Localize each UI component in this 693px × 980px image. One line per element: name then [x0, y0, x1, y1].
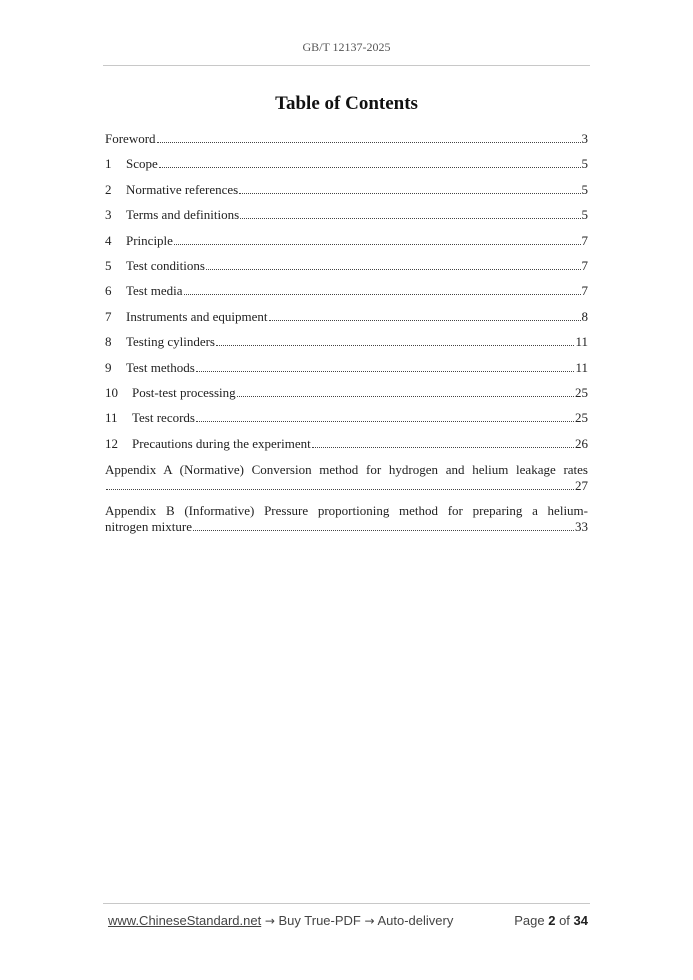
toc-entry-test-methods[interactable]: [105, 360, 588, 385]
dot-leader: [239, 193, 580, 194]
dot-leader: [237, 396, 574, 397]
toc-number: 8: [105, 334, 112, 350]
toc-page-number: 7: [581, 283, 588, 299]
toc-number: 11: [105, 410, 118, 426]
toc-entry-post-test-processing[interactable]: [105, 385, 588, 410]
toc-number: 10: [105, 384, 118, 400]
toc-label: Appendix A (Normative) Conversion method for hydrogen and helium leakage rates: [105, 462, 588, 478]
header-divider: [103, 65, 590, 66]
page-footer: [108, 913, 588, 928]
toc-label: Test media: [126, 283, 183, 299]
toc-page-number: 5: [581, 156, 588, 172]
dot-leader: [216, 345, 574, 346]
toc-entry-test-media[interactable]: [105, 283, 588, 308]
toc-label: Terms and definitions: [126, 207, 240, 223]
toc-entry-terms-and-definitions[interactable]: [105, 207, 588, 232]
toc-page-number: 7: [581, 257, 588, 273]
dot-leader: [269, 320, 581, 321]
dot-leader: [312, 447, 574, 448]
toc-entry-test-conditions[interactable]: [105, 258, 588, 283]
toc-entry-appendix-a[interactable]: [105, 461, 588, 496]
toc-label: Test conditions: [126, 257, 205, 273]
dot-leader: [159, 167, 581, 168]
toc-number: 1: [105, 156, 112, 172]
toc-label: Scope: [126, 156, 158, 172]
dot-leader: [184, 294, 581, 295]
document-header: GB/T 12137-2025: [302, 40, 391, 54]
toc-page-number: 11: [575, 334, 588, 350]
toc-entry-testing-cylinders[interactable]: [105, 334, 588, 359]
toc-label: Instruments and equipment: [126, 308, 268, 324]
dot-leader: [193, 530, 574, 531]
footer-links: [108, 913, 453, 928]
site-link[interactable]: www.ChineseStandard.net: [108, 913, 262, 928]
toc-entry-scope[interactable]: [105, 156, 588, 181]
toc-entry-principle[interactable]: [105, 233, 588, 258]
toc-label: Post-test processing: [132, 384, 236, 400]
toc-label-continued: nitrogen mixture: [105, 519, 193, 535]
dot-leader: [106, 489, 574, 490]
auto-delivery-text: Auto-delivery: [377, 913, 454, 928]
toc-page-number: 25: [575, 410, 588, 426]
toc-label: Appendix B (Informative) Pressure proportioning method for preparing a helium-: [105, 503, 588, 519]
toc-entry-appendix-b[interactable]: [105, 502, 588, 537]
toc-label: Test methods: [126, 359, 195, 375]
buy-pdf-text: Buy True-PDF: [278, 913, 361, 928]
toc-label: Principle: [126, 232, 173, 248]
total-page-count: 34: [573, 913, 588, 928]
toc-page-number: 5: [581, 181, 588, 197]
page-word: Page: [514, 913, 545, 928]
toc-number: 12: [105, 435, 118, 451]
of-word: of: [559, 913, 570, 928]
page-title: Table of Contents: [275, 93, 418, 114]
dot-leader: [174, 244, 581, 245]
toc-entry-foreword[interactable]: [105, 131, 588, 156]
toc-number: 5: [105, 257, 112, 273]
toc-number: 4: [105, 232, 112, 248]
dot-leader: [157, 142, 581, 143]
arrow-right-icon: →: [264, 914, 275, 928]
toc-entry-instruments-and-equipment[interactable]: [105, 309, 588, 334]
toc-entry-test-records[interactable]: [105, 410, 588, 435]
toc-label: Testing cylinders: [126, 334, 215, 350]
arrow-right-icon: →: [364, 914, 375, 928]
toc-page-number: 26: [575, 435, 588, 451]
dot-leader: [196, 371, 575, 372]
toc-number: 7: [105, 308, 112, 324]
toc-entry-precautions[interactable]: [105, 436, 588, 461]
footer-divider: [103, 903, 590, 904]
toc-entry-normative-references[interactable]: [105, 182, 588, 207]
dot-leader: [240, 218, 580, 219]
toc-number: 6: [105, 283, 112, 299]
toc-page-number: 25: [575, 384, 588, 400]
toc-page-number: 7: [581, 232, 588, 248]
toc-page-number: 33: [575, 519, 588, 535]
current-page-number: 2: [548, 913, 556, 928]
toc-label: Foreword: [105, 131, 156, 146]
dot-leader: [196, 421, 574, 422]
toc-page-number: 11: [575, 359, 588, 375]
toc-page-number: 27: [575, 478, 588, 494]
toc-page-number: 5: [581, 207, 588, 223]
dot-leader: [206, 269, 581, 270]
toc-label: Test records: [132, 410, 195, 426]
toc-label: Normative references: [126, 181, 239, 197]
page-indicator: [514, 913, 588, 928]
toc-number: 3: [105, 207, 112, 223]
toc-number: 2: [105, 181, 112, 197]
table-of-contents: [105, 131, 588, 543]
toc-page-number: 8: [581, 308, 588, 324]
toc-page-number: 3: [581, 131, 588, 146]
toc-number: 9: [105, 359, 112, 375]
toc-label: Precautions during the experiment: [132, 435, 311, 451]
